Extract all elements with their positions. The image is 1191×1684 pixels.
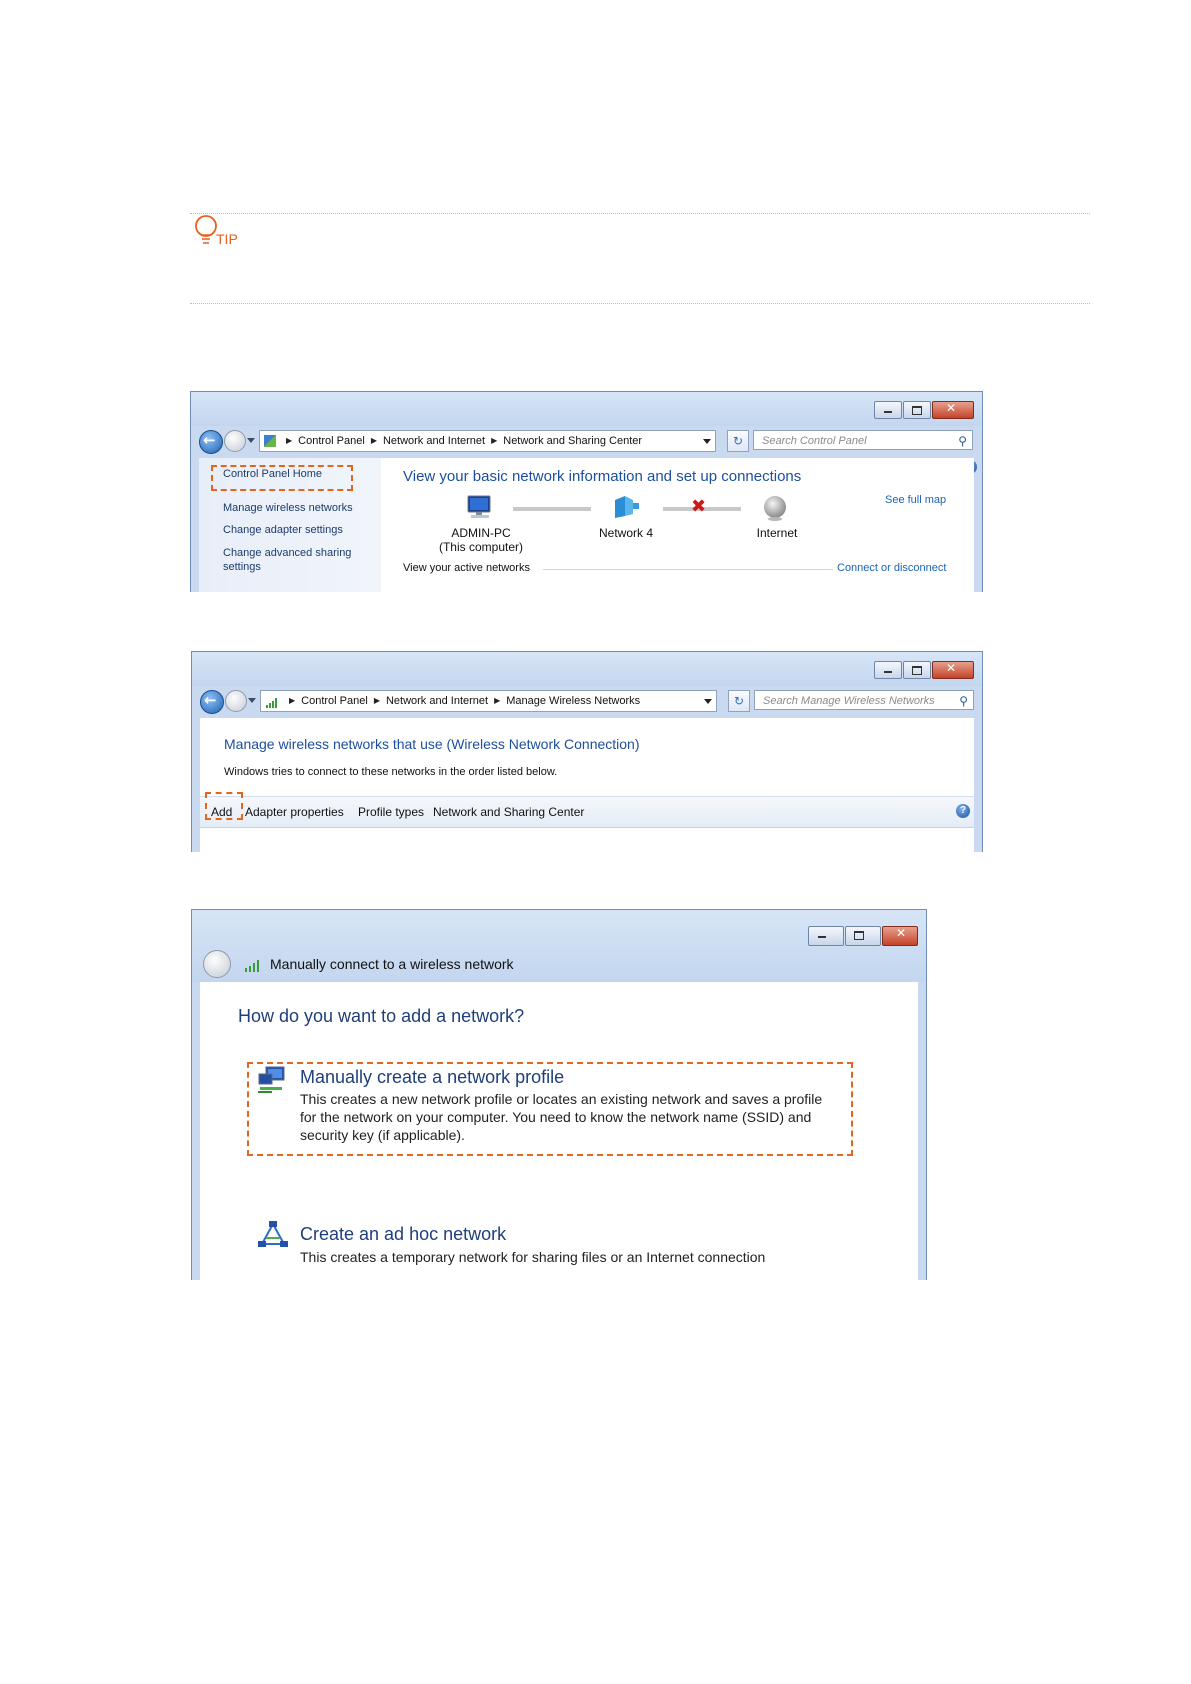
tip-top-divider (190, 213, 1090, 214)
title-bar (191, 392, 982, 426)
close-button[interactable] (882, 926, 918, 946)
search-input[interactable] (754, 690, 974, 710)
network-icon (611, 494, 641, 520)
breadcrumb-network-and-internet[interactable]: Network and Internet (382, 435, 486, 447)
back-button[interactable] (199, 430, 223, 454)
search-placeholder: Search Manage Wireless Networks (763, 695, 935, 707)
title-bar (192, 652, 982, 686)
refresh-button[interactable]: ↻ (727, 430, 749, 452)
breadcrumb-separator-icon: ▶ (373, 696, 380, 705)
control-panel-icon (264, 435, 276, 447)
minimize-button[interactable] (874, 401, 902, 419)
highlight-box (205, 792, 243, 820)
option-manual-desc-line3: security key (if applicable). (300, 1127, 465, 1143)
option-adhoc-title[interactable]: Create an ad hoc network (300, 1224, 507, 1244)
page-subtext: Windows tries to connect to these networks in the order listed below. (224, 766, 558, 778)
maximize-button[interactable] (903, 661, 931, 679)
breadcrumb-network-and-internet[interactable]: Network and Internet (385, 695, 489, 707)
manage-wireless-networks-window (191, 651, 983, 852)
option-manual-desc-line2: for the network on your computer. You need to know the network name (SSID) and (300, 1109, 812, 1125)
option-manual-title[interactable]: Manually create a network profile (300, 1067, 565, 1087)
main-content (200, 718, 974, 852)
connection-line (513, 507, 591, 511)
forward-button[interactable] (225, 690, 247, 712)
breadcrumb-separator-icon: ▶ (289, 696, 296, 705)
search-icon[interactable]: ⚲ (959, 694, 968, 708)
close-button[interactable] (932, 661, 974, 679)
search-input[interactable] (753, 430, 973, 450)
tip-bottom-divider (190, 303, 1090, 304)
navigation-bar (191, 426, 982, 458)
sidebar-item-change-adapter-settings[interactable]: Change adapter settings (223, 524, 343, 536)
sidebar-item-control-panel-home[interactable]: Control Panel Home (223, 468, 323, 480)
adapter-properties-button[interactable]: Adapter properties (245, 805, 344, 819)
connect-disconnect-link[interactable]: Connect or disconnect (837, 562, 947, 574)
highlight-box (247, 1062, 853, 1156)
active-networks-label: View your active networks (403, 562, 530, 574)
computer-name: ADMIN-PC (451, 526, 511, 540)
maximize-button[interactable] (845, 926, 881, 946)
computer-icon (465, 494, 495, 520)
tip-label: TIP (216, 231, 238, 247)
history-dropdown-icon[interactable] (247, 438, 255, 443)
search-placeholder: Search Control Panel (762, 435, 867, 447)
navigation-bar (192, 686, 982, 718)
breadcrumb-control-panel[interactable]: Control Panel (298, 435, 365, 447)
wizard-question: How do you want to add a network? (238, 1006, 525, 1026)
profile-types-button[interactable]: Profile types (358, 805, 425, 819)
globe-icon (761, 494, 789, 522)
forward-button[interactable] (224, 430, 246, 452)
breadcrumb-network-sharing-center[interactable]: Network and Sharing Center (503, 435, 643, 447)
help-icon[interactable]: ? (956, 804, 970, 818)
breadcrumb-separator-icon: ▶ (491, 436, 498, 445)
network-sharing-center-window (190, 391, 983, 592)
ad-hoc-network-icon (256, 1220, 290, 1250)
sidebar-item-change-advanced-sharing[interactable]: Change advanced sharing settings (223, 547, 352, 573)
internet-label: Internet (756, 526, 798, 540)
address-bar[interactable] (259, 430, 716, 452)
search-icon[interactable]: ⚲ (958, 434, 967, 448)
network-sharing-center-button[interactable]: Network and Sharing Center (433, 805, 585, 819)
page-heading: View your basic network information and set up connections (403, 468, 802, 485)
option-manual-desc-line1: This creates a new network profile or locates an existing network and saves a profile (300, 1091, 823, 1107)
disconnected-x-icon: ✖ (691, 496, 707, 517)
breadcrumb-separator-icon: ▶ (494, 696, 501, 705)
minimize-button[interactable] (874, 661, 902, 679)
page-heading: Manage wireless networks that use (Wireless Network Connection) (224, 736, 640, 752)
close-button[interactable] (932, 401, 974, 419)
manual-connect-wizard-window (191, 909, 927, 1280)
wireless-signal-icon (265, 695, 279, 707)
breadcrumb-manage-wireless-networks[interactable]: Manage Wireless Networks (506, 695, 641, 707)
section-divider (543, 569, 833, 570)
address-dropdown-icon[interactable] (703, 439, 711, 444)
breadcrumb-separator-icon: ▶ (286, 436, 293, 445)
minimize-button[interactable] (808, 926, 844, 946)
breadcrumb-control-panel[interactable]: Control Panel (301, 695, 368, 707)
highlight-box (211, 465, 353, 491)
breadcrumb-separator-icon: ▶ (370, 436, 377, 445)
wireless-signal-icon (244, 958, 262, 972)
title-bar (192, 910, 926, 982)
option-adhoc-desc: This creates a temporary network for sharing files or an Internet connection (300, 1249, 766, 1265)
main-content (381, 458, 974, 592)
address-bar[interactable] (260, 690, 717, 712)
sidebar-item-manage-wireless-networks[interactable]: Manage wireless networks (223, 502, 353, 514)
network-name: Network 4 (598, 526, 654, 540)
see-full-map-link[interactable]: See full map (885, 494, 947, 506)
command-toolbar (200, 796, 974, 828)
refresh-button[interactable]: ↻ (728, 690, 750, 712)
maximize-button[interactable] (903, 401, 931, 419)
history-dropdown-icon[interactable] (248, 698, 256, 703)
back-button[interactable] (203, 950, 231, 978)
address-dropdown-icon[interactable] (704, 699, 712, 704)
wizard-title: Manually connect to a wireless network (270, 956, 514, 972)
add-button[interactable]: Add (211, 805, 233, 819)
back-button[interactable] (200, 690, 224, 714)
computer-subtitle: (This computer) (438, 540, 524, 554)
